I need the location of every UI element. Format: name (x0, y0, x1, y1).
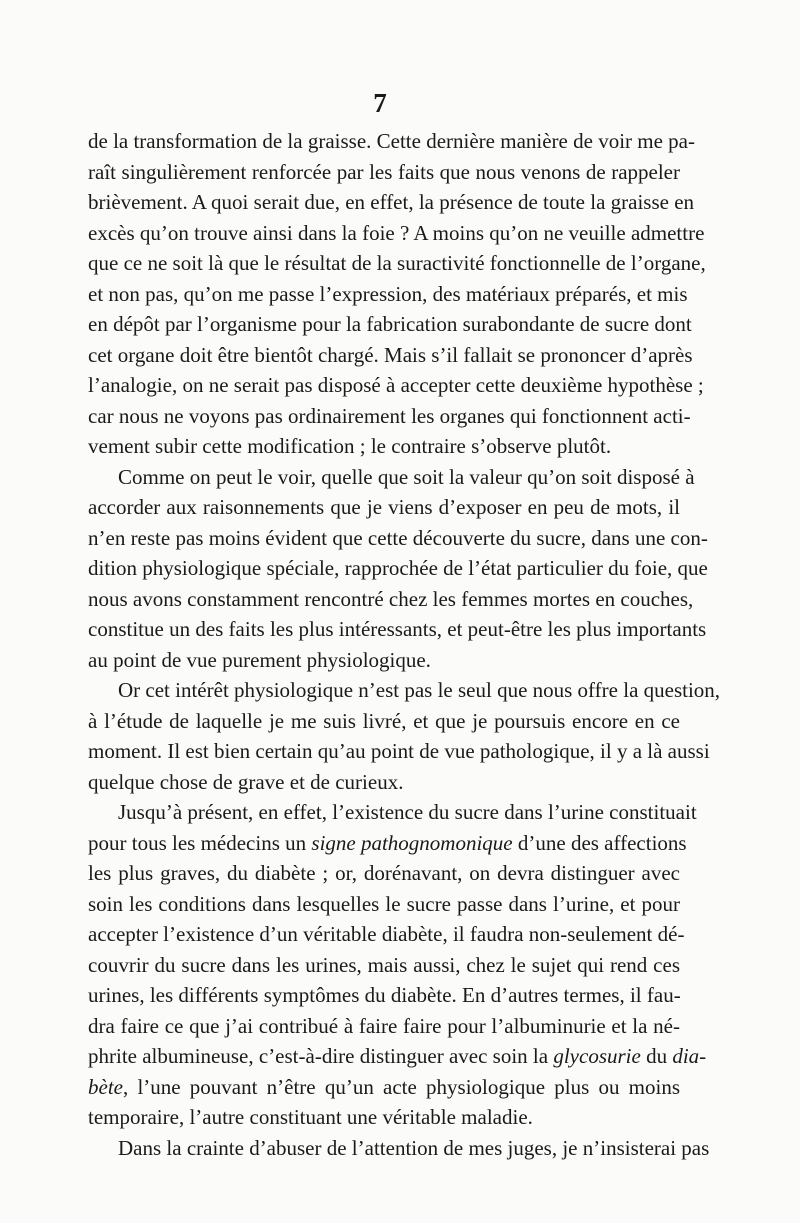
body-text (88, 126, 721, 1163)
text-run: accepter l’existence d’un véritable diabète, il faudra non-seulement dé- (88, 922, 685, 946)
paragraph-3 (88, 675, 721, 797)
text-line (88, 889, 680, 920)
text-run: d’une des affections (512, 830, 687, 855)
text-line: Comme on peut le voir, quelle que soit la valeur qu’on soit disposé à (118, 464, 695, 489)
text-line: brièvement. A quoi serait due, en effet, la présence de toute la graisse en (88, 190, 695, 214)
text-line: excès qu’on trouve ainsi dans la foie ? A moins qu’on ne veuille admettre (88, 220, 705, 245)
text-line: de la transformation de la graisse. Cette dernière manière de voir me pa- (88, 129, 695, 153)
paragraph-4 (88, 797, 707, 1133)
page-number: 7 (373, 88, 387, 118)
text-run: temporaire, l’autre constituant une véritable maladie. (88, 1105, 533, 1129)
text-run: couvrir du sucre dans les urines, mais aussi, chez le sujet qui rend ces (88, 952, 680, 977)
paragraph-2 (88, 462, 708, 676)
italic-term: dia- (672, 1044, 707, 1068)
text-line: Dans la crainte d’abuser de l’attention de mes juges, je n’insisterai pas (118, 1135, 710, 1160)
text-line: accorder aux raisonnements que je viens d’exposer en peu de mots, il (88, 495, 680, 519)
text-line: à l’étude de laquelle je me suis livré, et que je poursuis encore en ce (88, 708, 680, 733)
text-line: que ce ne soit là que le résultat de la suractivité fonctionnelle de l’organe, (88, 251, 706, 275)
text-line (88, 950, 680, 981)
italic-term: bète (88, 1074, 123, 1099)
paragraph-1 (88, 126, 706, 462)
text-line (88, 1072, 680, 1103)
text-line: l’analogie, on ne serait pas disposé à accepter cette deuxième hypothèse ; (88, 373, 704, 397)
text-line (88, 980, 680, 1011)
text-line (88, 919, 685, 950)
text-line: nous avons constamment rencontré chez les femmes mortes en couches, (88, 586, 694, 611)
text-line: au point de vue purement physiologique. (88, 647, 431, 672)
text-line (88, 1011, 680, 1042)
text-line: et non pas, qu’on me passe l’expression, des matériaux préparés, et mis (88, 281, 688, 306)
text-run: du (640, 1044, 673, 1068)
text-line: vement subir cette modification ; le contraire s’observe plutôt. (88, 434, 612, 458)
text-run: phrite albumineuse, c’est-à-dire distinguer avec soin la (88, 1044, 554, 1068)
text-line: dition physiologique spéciale, rapprochée de l’état particulier du foie, que (88, 556, 708, 580)
italic-term: glycosurie (553, 1044, 641, 1068)
text-line: Or cet intérêt physiologique n’est pas le seul que nous offre la question, (118, 678, 721, 702)
text-run: soin les conditions dans lesquelles le sucre passe dans l’urine, et pour (88, 891, 680, 916)
text-run: Jusqu’à présent, en effet, l’existence du sucre dans l’urine constituait (118, 800, 697, 824)
text-run: , l’une pouvant n’être qu’un acte physiologique plus ou moins (122, 1074, 680, 1099)
italic-term: signe pathognomonique (311, 830, 513, 855)
text-run: urines, les différents symptômes du diabète. En d’autres termes, il fau- (88, 983, 681, 1007)
text-line (88, 858, 680, 889)
text-run: pour tous les médecins un (88, 830, 312, 855)
text-line: en dépôt par l’organisme pour la fabrication surabondante de sucre dont (88, 312, 692, 336)
text-line (88, 797, 697, 828)
paragraph-5 (88, 1133, 710, 1164)
text-line: moment. Il est bien certain qu’au point de vue pathologique, il y a là aussi (88, 739, 710, 763)
text-line: car nous ne voyons pas ordinairement les organes qui fonctionnent acti- (88, 403, 691, 428)
text-line: n’en reste pas moins évident que cette découverte du sucre, dans une con- (88, 525, 708, 550)
text-line: quelque chose de grave et de curieux. (88, 769, 404, 794)
text-line (88, 828, 687, 859)
text-line (88, 1041, 707, 1072)
text-line (88, 1102, 680, 1133)
text-run: les plus graves, du diabète ; or, dorénavant, on devra distinguer avec (88, 861, 680, 885)
text-run: dra faire ce que j’ai contribué à faire faire pour l’albuminurie et la né- (88, 1013, 680, 1038)
text-line: raît singulièrement renforcée par les faits que nous venons de rappeler (88, 159, 680, 184)
text-line: cet organe doit être bientôt chargé. Mais s’il fallait se prononcer d’après (88, 342, 693, 367)
text-line: constitue un des faits les plus intéressants, et peut-être les plus importants (88, 617, 707, 641)
